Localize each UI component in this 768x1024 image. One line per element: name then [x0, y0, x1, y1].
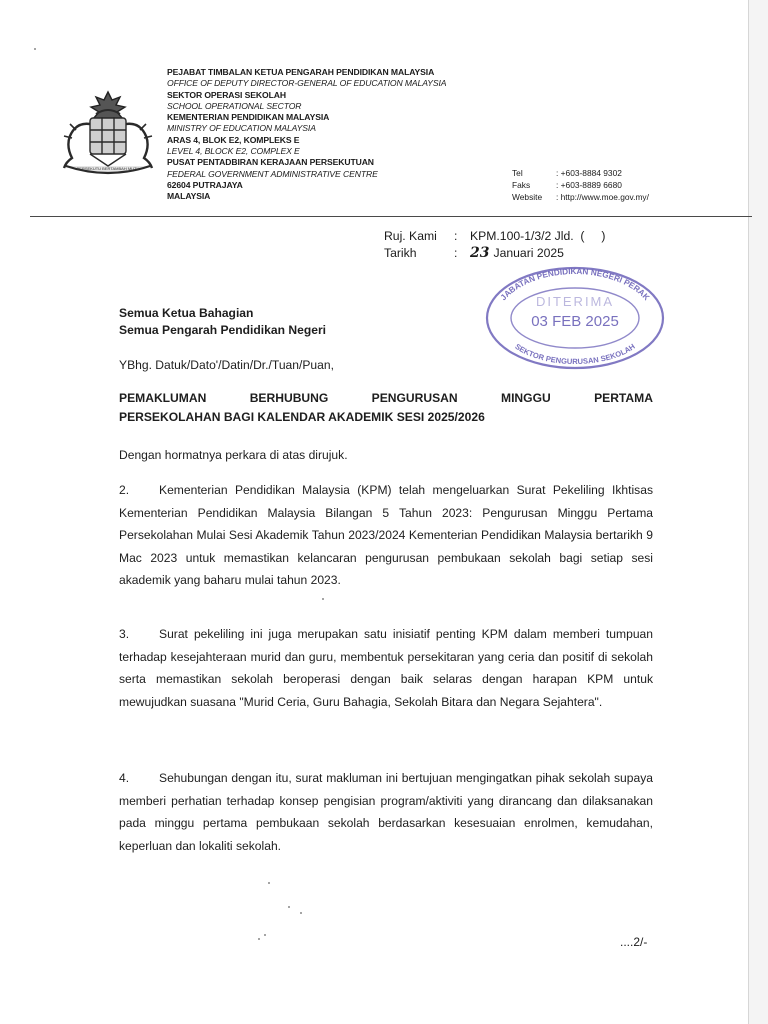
fax-row — [512, 179, 649, 191]
paragraph-number: 3. — [119, 627, 130, 641]
subject-word: BERHUBUNG — [249, 391, 329, 405]
subject-word: PEMAKLUMAN — [119, 391, 207, 405]
crest-motto: BERSEKUTU BERTAMBAH MUTU — [76, 166, 140, 171]
subject-word: PENGURUSAN — [371, 391, 458, 405]
paragraph-3 — [119, 623, 653, 713]
letterhead-line: PUSAT PENTADBIRAN KERAJAAN PERSEKUTUAN — [167, 157, 374, 168]
letterhead-line: KEMENTERIAN PENDIDIKAN MALAYSIA — [167, 112, 330, 123]
subject-line-1 — [119, 389, 653, 408]
scan-edge-line — [748, 0, 749, 1024]
subject-line-2: PERSEKOLAHAN BAGI KALENDAR AKADEMIK SESI 2025/2026 — [119, 410, 485, 424]
recipients — [119, 305, 653, 339]
letterhead-line: ARAS 4, BLOK E2, KOMPLEKS E — [167, 134, 300, 145]
tel-label: Tel — [512, 168, 523, 178]
stamp-status: DITERIMA — [535, 294, 615, 309]
paragraph-number: 4. — [119, 771, 130, 785]
stamp-ring-text: JABATAN PENDIDIKAN NEGERI PERAK — [498, 266, 652, 303]
fax-label: Faks — [512, 180, 531, 191]
website-label: Website — [512, 192, 543, 203]
paragraph-text: Sehubungan dengan itu, surat makluman ini bertujuan mengingatkan pihak sekolah supaya memberi perhatian terhadap konsep pengisian program/aktiviti yang dirancang dan dilaksanakan pada minggu pertama pembukaan sekolah berdasarkan kesesuaian enrolmen, kemudahan, keperluan dan lokaliti sekolah. — [119, 771, 653, 853]
date-value: Januari 2025 — [493, 246, 564, 260]
fax-value: : +603-8889 6680 — [556, 180, 622, 191]
tel-value: : +603-8884 9302 — [556, 168, 622, 178]
recipient-2: Semua Pengarah Pendidikan Negeri — [119, 323, 327, 337]
tel-row — [512, 167, 649, 179]
scan-speck — [258, 938, 260, 940]
opening-line: Dengan hormatnya perkara di atas dirujuk. — [119, 448, 348, 462]
letterhead-line: FEDERAL GOVERNMENT ADMINISTRATIVE CENTRE — [167, 168, 378, 179]
salutation: YBhg. Datuk/Dato'/Datin/Dr./Tuan/Puan, — [119, 358, 334, 372]
scan-speck — [288, 906, 290, 908]
scan-speck — [300, 912, 302, 914]
paragraph-4 — [119, 767, 653, 857]
ref-value: KPM.100-1/3/2 Jld. ( ) — [470, 229, 606, 243]
handwritten-day: 23 — [470, 245, 490, 261]
contact-block — [512, 167, 649, 204]
ref-colon: : — [454, 229, 458, 243]
recipient-1: Semua Ketua Bahagian — [119, 306, 254, 320]
letterhead-line: 62604 PUTRAJAYA — [167, 179, 243, 190]
subject-heading — [119, 389, 653, 427]
stamp-bottom-text: SEKTOR PENGURUSAN SEKOLAH — [513, 341, 637, 367]
date-colon: : — [454, 246, 458, 260]
letterhead-line: SCHOOL OPERATIONAL SECTOR — [167, 100, 302, 111]
letterhead-address — [167, 67, 527, 203]
letterhead-line: LEVEL 4, BLOCK E2, COMPLEX E — [167, 146, 300, 157]
letterhead-line: OFFICE OF DEPUTY DIRECTOR-GENERAL OF EDUCATION MALAYSIA — [167, 78, 447, 89]
website-row — [512, 191, 649, 203]
paragraph-text: Kementerian Pendidikan Malaysia (KPM) telah mengeluarkan Surat Pekeliling Ikhtisas Kementerian Pendidikan Malaysia Bilangan 5 Tahun 2023: Pengurusan Minggu Pertama Persekolahan Mulai Sesi Akademik Tahun 2023/2024 Kementerian Pendidikan Malaysia bertarikh 9 Mac 2023 untuk memastikan kelancaran pengurusan pembukaan sekolah bagi setiap sesi akademik yang baharu mulai tahun 2023. — [119, 483, 653, 588]
paragraph-text: Surat pekeliling ini juga merupakan satu inisiatif penting KPM dalam memberi tumpuan terhadap kesejahteraan murid dan guru, membentuk persekitaran yang ceria dan positif di sekolah serta memastikan sekolah beroperasi dengan baik selaras dengan harapan KPM untuk mewujudkan suasana "Murid Ceria, Guru Bahagia, Sekolah Bitara dan Negara Sejahtera". — [119, 627, 653, 709]
date-label: Tarikh — [384, 246, 417, 260]
stamp-date: 03 FEB 2025 — [531, 313, 619, 330]
scan-speck — [322, 598, 324, 600]
letterhead-line: MINISTRY OF EDUCATION MALAYSIA — [167, 123, 316, 134]
scan-speck — [268, 882, 270, 884]
letterhead-divider — [30, 216, 752, 217]
ref-row — [384, 228, 605, 245]
letterhead-line: SEKTOR OPERASI SEKOLAH — [167, 89, 286, 100]
letterhead-line: MALAYSIA — [167, 191, 211, 202]
paragraph-2 — [119, 479, 653, 592]
ref-label: Ruj. Kami — [384, 229, 437, 243]
scan-speck — [264, 934, 266, 936]
letterhead-line: PEJABAT TIMBALAN KETUA PENGARAH PENDIDIKAN MALAYSIA — [167, 67, 435, 77]
page-continuation: ....2/- — [620, 935, 648, 949]
date-row — [384, 245, 605, 262]
reference-block — [384, 228, 605, 262]
subject-word: MINGGU — [501, 391, 551, 405]
website-link[interactable]: : http://www.moe.gov.my/ — [556, 192, 649, 203]
subject-word: PERTAMA — [594, 391, 653, 405]
paragraph-number: 2. — [119, 483, 130, 497]
scan-edge-shade — [749, 0, 768, 1024]
scan-speck — [34, 48, 36, 50]
